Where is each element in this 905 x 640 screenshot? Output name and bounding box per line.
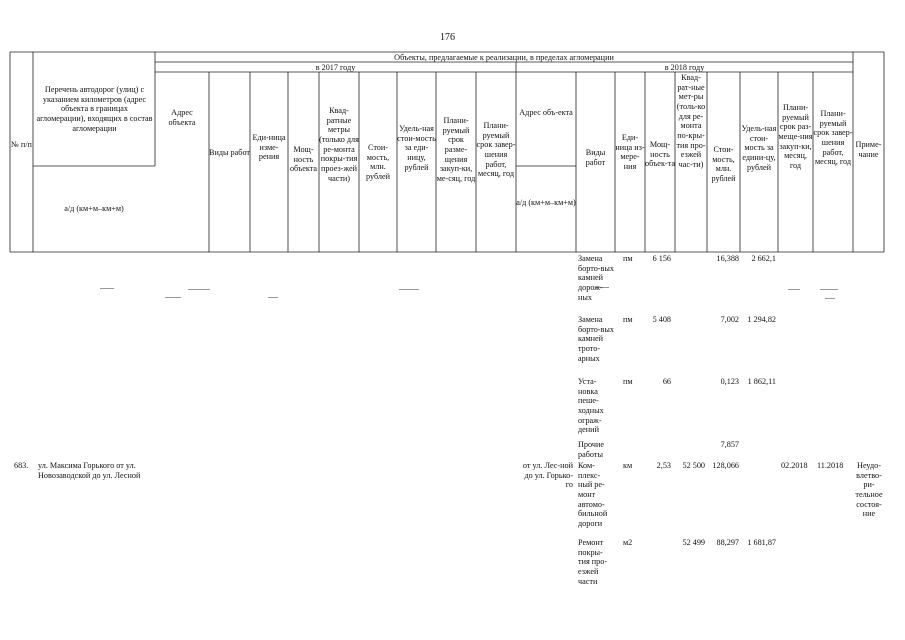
h2018-work: Виды работ [585,148,606,167]
table-row-work: Замена борто-вых камней трото-арных [578,315,614,363]
table-row-capacity: 2,53 [656,461,671,470]
scan-mark [820,289,838,290]
scan-mark [825,298,835,299]
h2018-finish-term: Плани-руемый срок завер-шения работ, месяц, год [813,109,853,167]
table-row-cost: 7,002 [720,315,739,324]
header-objects: Объекты, предлагаемые к реализации, в пределах агломерации [394,53,614,62]
table-row-work: Ремонт покры-тия про-езжей части [578,538,608,586]
header-note: Приме-чание [855,140,882,159]
h2017-work: Виды работ [209,148,251,157]
table-row-work: Ком-плекс-ный ре-монт автомо-бильной дороги [578,461,608,529]
table-row-capacity: 66 [662,377,671,386]
table-row-unit-cost: 1 862,11 [747,377,776,386]
table-row-finish-term: 11.2018 [817,461,844,470]
table-row-work: Замена борто-вых камней дорож-ных [578,254,614,302]
table-row-unit: пм [623,254,633,263]
header-number: № п/п [11,140,32,149]
h2017-sqm: Квад-ратные метры (только для ре-монта покры-тия проез-жей части) [319,106,359,183]
table-row-cost: 128,066 [712,461,739,470]
scan-mark [188,289,210,290]
table-row-unit-cost: 1 681,87 [747,538,776,547]
table-row-procurement-term: 02.2018 [781,461,808,470]
scan-mark [399,289,419,290]
table-row-cost: 88,297 [716,538,739,547]
table-row-address: от ул. Лес-ной до ул. Горько-го [522,461,573,490]
table-row-unit: км [623,461,633,470]
header-year-2017: в 2017 году [315,63,356,72]
table-row-sqm: 52 500 [682,461,705,470]
h2017-unit: Еди-ница изме-рения [252,133,286,162]
h2018-address: Адрес объ-екта [519,108,573,117]
table-row-cost: 16,388 [716,254,739,263]
table-row-cost: 0,123 [720,377,739,386]
table-row-sqm: 52 499 [682,538,705,547]
h2018-procurement-term: Плани-руемый срок раз-меще-ния закуп-ки, месяц, год [778,103,813,171]
table-row-number: 683. [14,461,29,470]
h2017-finish-term: Плани-руемый срок завер-шения работ, месяц, год [476,121,516,179]
table-row-note: Неудо-влетво-ри-тельное состоя-ние [855,461,883,519]
table-row-capacity: 6 156 [652,254,671,263]
h2017-cost: Стои-мость, млн. рублей [365,143,391,182]
table-row-unit-cost: 1 294,82 [747,315,776,324]
table-row-road: ул. Максима Горького от ул. Новозаводской до ул. Лесной [38,461,141,480]
scan-mark [788,289,800,290]
table-row-capacity: 5 408 [652,315,671,324]
scan-mark [268,297,278,298]
scan-mark [165,297,181,298]
h2017-address: Адрес объекта [168,108,196,127]
h2017-unit-cost: Удель-ная стои-мость за еди-ницу, рублей [397,124,436,172]
h2017-capacity: Мощ-ность объекта [289,145,318,174]
table-row-cost: 7,857 [720,440,739,449]
table-row-unit: пм [623,377,633,386]
table-row-unit: м2 [623,538,633,547]
h2018-address-subaddress: а/д (км+м–км+м) [516,198,576,207]
header-year-2018: в 2018 году [664,63,705,72]
scan-mark [100,288,114,289]
table-row-work: Прочие работы [578,440,605,459]
table-row-unit-cost: 2 662,1 [751,254,776,263]
h2018-unit-cost: Удель-ная стои-мость за едини-цу, рублей [741,124,777,172]
h2018-sqm: Квад-рат-ные мет-ры (толь-ко для ре-монта по-кры-тия про-езжей час-ти) [676,73,706,170]
h2017-procurement-term: Плани-руемый срок разме-щения закуп-ки, ме-сяц, год [436,116,476,184]
h2018-unit: Еди-ница из-мере-ния [615,133,645,172]
table-row-work: Уста-новка пеше-ходных ограж-дений [578,377,604,435]
h2018-cost: Стои-мость, млн. рублей [711,145,736,184]
table-row-unit: пм [623,315,633,324]
header-road-list: Перечень автодорог (улиц) с указанием километров (адрес объекта в границах агломерации), входящих в состав агломерации [36,85,153,133]
h2018-capacity: Мощ-ность объек-та [645,140,675,169]
header-road-subaddress: а/д (км+м–км+м) [64,204,124,213]
page-number: 176 [440,32,455,43]
